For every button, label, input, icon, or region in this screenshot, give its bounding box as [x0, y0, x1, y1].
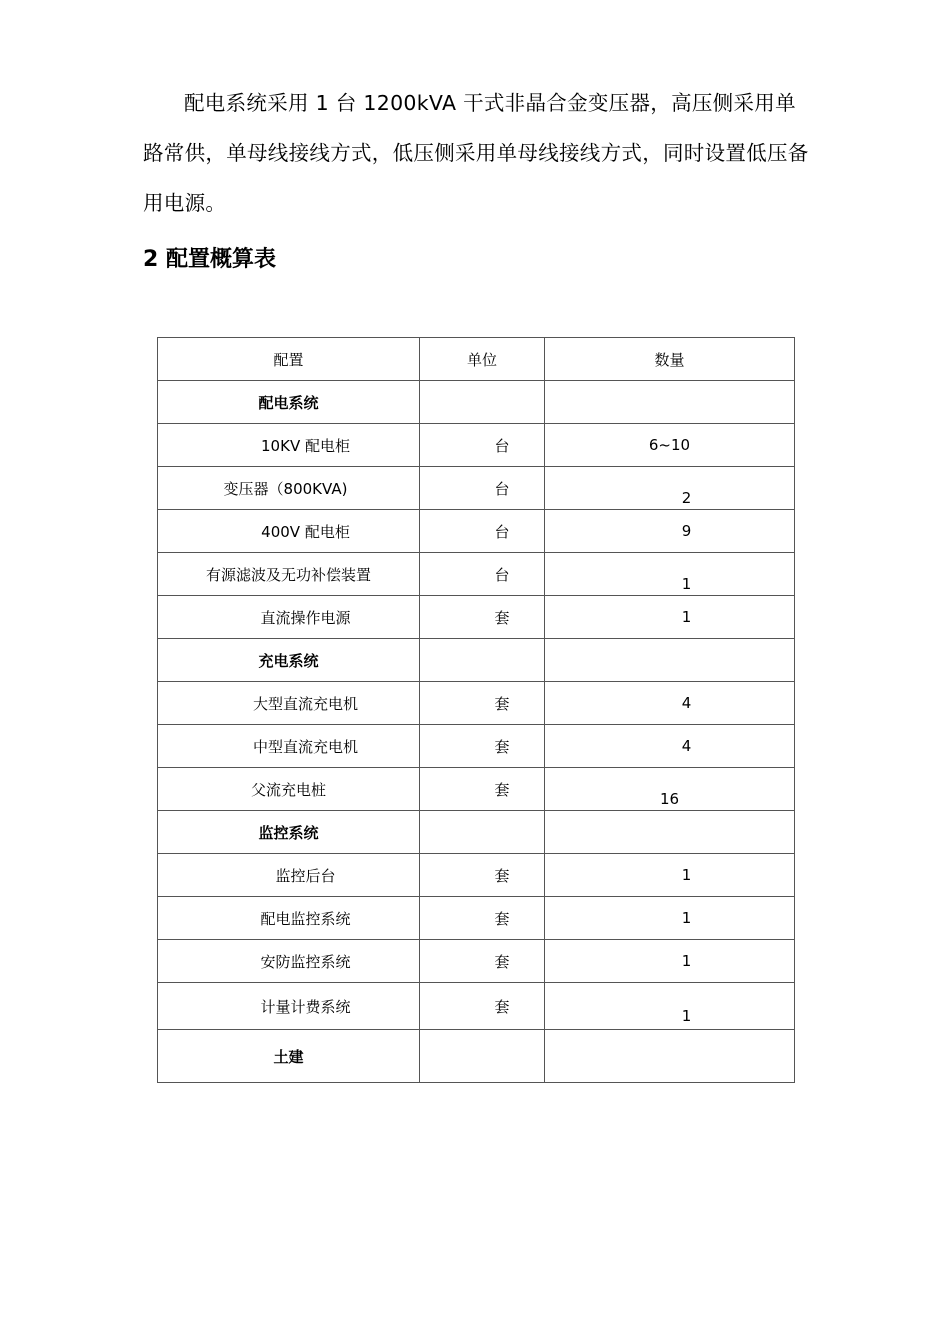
qty-cell: 1 — [545, 596, 795, 639]
qty-cell: 1 — [545, 553, 795, 596]
qty-cell: 16 — [545, 768, 795, 811]
category-cell: 配电系统 — [158, 381, 420, 424]
qty-cell — [545, 381, 795, 424]
table-row — [158, 424, 795, 467]
unit-cell — [420, 381, 545, 424]
table-header-row — [158, 338, 795, 381]
unit-cell — [420, 811, 545, 854]
qty-cell — [545, 639, 795, 682]
table-row — [158, 897, 795, 940]
table-row — [158, 940, 795, 983]
category-cell: 充电系统 — [158, 639, 420, 682]
unit-cell: 套 — [420, 768, 545, 811]
item-name-cell: 400V 配电柜 — [158, 510, 420, 553]
unit-cell: 台 — [420, 424, 545, 467]
unit-cell — [420, 1030, 545, 1083]
item-name-cell: 计量计费系统 — [158, 983, 420, 1030]
qty-cell: 1 — [545, 983, 795, 1030]
unit-cell: 台 — [420, 467, 545, 510]
intro-paragraph: 配电系统采用 1 台 1200kVA 干式非晶合金变压器，高压侧采用单路常供，单母线接线方式，低压侧采用单母线接线方式，同时设置低压备用电源。 — [143, 91, 809, 215]
unit-cell: 套 — [420, 596, 545, 639]
unit-cell: 套 — [420, 983, 545, 1030]
qty-cell: 2 — [545, 467, 795, 510]
item-name-cell: 大型直流充电机 — [158, 682, 420, 725]
unit-cell: 套 — [420, 682, 545, 725]
item-name-cell: 父流充电桩 — [158, 768, 420, 811]
item-name-cell: 有源滤波及无功补偿装置 — [158, 553, 420, 596]
unit-cell: 套 — [420, 854, 545, 897]
qty-cell — [545, 811, 795, 854]
qty-cell: 6~10 — [545, 424, 795, 467]
table-row — [158, 682, 795, 725]
item-name-cell: 变压器（800KVA) — [158, 467, 420, 510]
table-row — [158, 725, 795, 768]
unit-cell: 套 — [420, 897, 545, 940]
section-heading: 2 配置概算表 — [143, 247, 276, 272]
table-row — [158, 854, 795, 897]
qty-cell: 4 — [545, 682, 795, 725]
unit-cell: 台 — [420, 553, 545, 596]
unit-cell: 台 — [420, 510, 545, 553]
table-row — [158, 983, 795, 1030]
category-cell: 土建 — [158, 1030, 420, 1083]
qty-cell — [545, 1030, 795, 1083]
item-name-cell: 中型直流充电机 — [158, 725, 420, 768]
header-unit: 单位 — [420, 338, 545, 381]
table-row — [158, 1030, 795, 1083]
category-cell: 监控系统 — [158, 811, 420, 854]
table-row — [158, 596, 795, 639]
item-name-cell: 10KV 配电柜 — [158, 424, 420, 467]
qty-cell: 1 — [545, 940, 795, 983]
table-row — [158, 510, 795, 553]
item-name-cell: 直流操作电源 — [158, 596, 420, 639]
table-row — [158, 768, 795, 811]
header-config: 配置 — [158, 338, 420, 381]
config-estimate-table — [157, 337, 795, 1083]
table-row — [158, 639, 795, 682]
table-row — [158, 467, 795, 510]
table-row — [158, 553, 795, 596]
table-row — [158, 381, 795, 424]
unit-cell: 套 — [420, 725, 545, 768]
item-name-cell: 配电监控系统 — [158, 897, 420, 940]
item-name-cell: 安防监控系统 — [158, 940, 420, 983]
unit-cell: 套 — [420, 940, 545, 983]
qty-cell: 9 — [545, 510, 795, 553]
qty-cell: 1 — [545, 854, 795, 897]
item-name-cell: 监控后台 — [158, 854, 420, 897]
qty-cell: 1 — [545, 897, 795, 940]
unit-cell — [420, 639, 545, 682]
table-row — [158, 811, 795, 854]
header-quantity: 数量 — [545, 338, 795, 381]
qty-cell: 4 — [545, 725, 795, 768]
